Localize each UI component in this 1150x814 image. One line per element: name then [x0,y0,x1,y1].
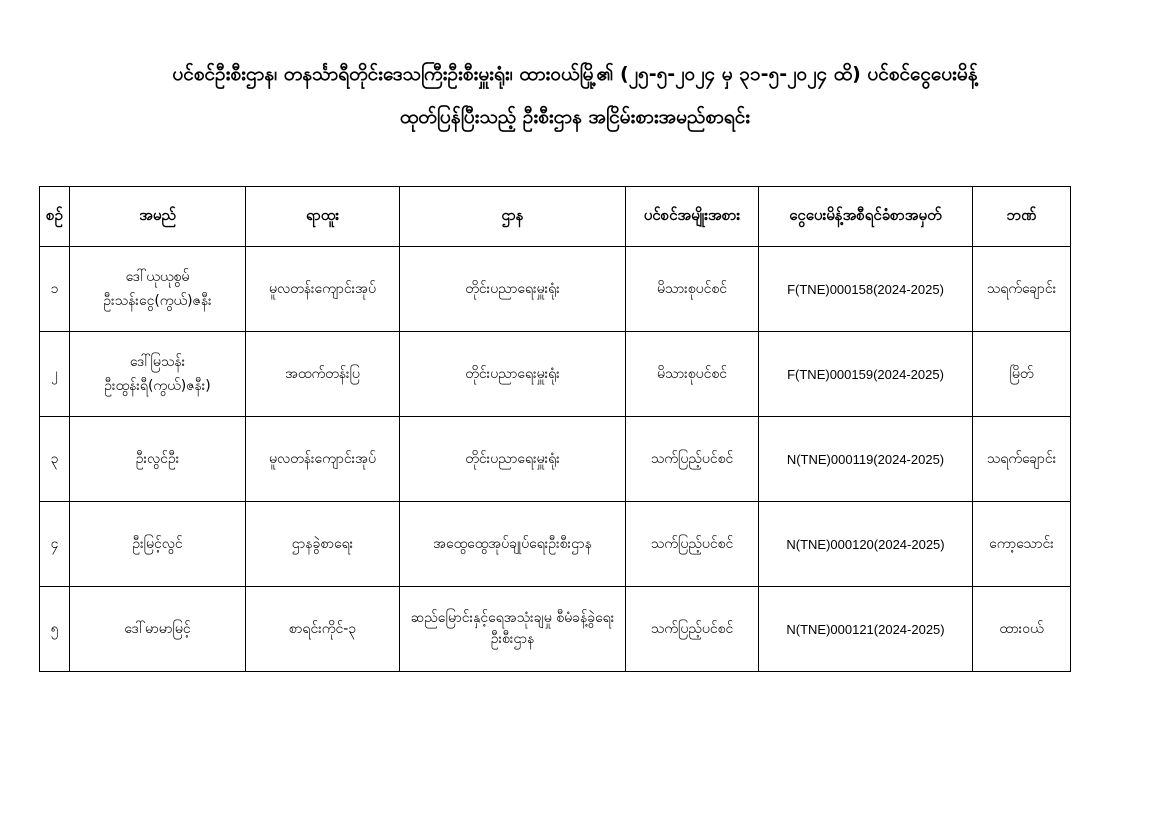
cell-department: တိုင်းပညာရေးမှူးရုံး [400,247,626,332]
cell-department: အထွေထွေအုပ်ချုပ်ရေးဦးစီးဌာန [400,502,626,587]
cell-order-ref: N(TNE)000121(2024-2025) [759,587,973,672]
cell-township: မြိတ် [973,332,1071,417]
cell-no: ၃ [40,417,70,502]
cell-rank: ဌာနခွဲစာရေး [246,502,400,587]
table-row [40,587,1071,672]
name-line-1: ဦးလွင်ဦး [135,451,180,467]
header-pension-type: ပင်စင်အမျိုးအစား [626,187,759,247]
cell-name [70,417,246,502]
cell-no: ၅ [40,587,70,672]
cell-department: ဆည်မြောင်းနှင့်ရေအသုံးချမှု စီမံခန့်ခွဲရေးဦးစီးဌာန [400,587,626,672]
cell-name [70,247,246,332]
cell-pension-type: သက်ပြည့်ပင်စင် [626,417,759,502]
cell-pension-type: သက်ပြည့်ပင်စင် [626,587,759,672]
cell-pension-type: မိသားစုပင်စင် [626,332,759,417]
cell-no: ၁ [40,247,70,332]
cell-rank: မူလတန်းကျောင်းအုပ် [246,417,400,502]
cell-no: ၂ [40,332,70,417]
cell-name [70,587,246,672]
pensioner-table [39,186,1071,672]
header-rank: ရာထူး [246,187,400,247]
table-row [40,332,1071,417]
table-header-row [40,187,1071,247]
name-line-1: ဦးမြင့်လွင် [132,536,183,552]
name-line-2: ဦးသန်းငွေ(ကွယ်)ဇနီး [103,293,212,309]
cell-name [70,502,246,587]
cell-township: သရက်ချောင်း [973,417,1071,502]
document-title-line-2: ထုတ်ပြန်ပြီးသည့် ဦးစီးဌာန အငြိမ်းစားအမည်စာရင်း [399,106,751,128]
header-order-ref: ငွေပေးမိန့်အစီရင်ခံစာအမှတ် [759,187,973,247]
header-township: ဘဏ် [973,187,1071,247]
table-row [40,417,1071,502]
cell-township: သရက်ချောင်း [973,247,1071,332]
cell-pension-type: သက်ပြည့်ပင်စင် [626,502,759,587]
cell-no: ၄ [40,502,70,587]
cell-name [70,332,246,417]
cell-township: ထားဝယ် [973,587,1071,672]
cell-department: တိုင်းပညာရေးမှူးရုံး [400,332,626,417]
cell-rank: စာရင်းကိုင်-၃ [246,587,400,672]
document-title-line-1: ပင်စင်ဦးစီးဌာန၊ တနင်္သာရီတိုင်းဒေသကြီးဦးစီးမှူးရုံး၊ ထားဝယ်မြို့၏ (၂၅-၅-၂၀၂၄ မှ ၃၁-၅-၂၀၂၄ ထိ) ပင်စင်ငွေပေးမိန့် [172,63,978,85]
cell-department: တိုင်းပညာရေးမှူးရုံး [400,417,626,502]
name-line-1: ဒေါ်ယုယုစွမ် [125,269,190,285]
cell-order-ref: N(TNE)000120(2024-2025) [759,502,973,587]
cell-order-ref: N(TNE)000119(2024-2025) [759,417,973,502]
cell-rank: အထက်တန်းပြ [246,332,400,417]
header-name: အမည် [70,187,246,247]
cell-township: ကော့သောင်း [973,502,1071,587]
header-no: စဉ် [40,187,70,247]
name-line-1: ဒေါ်မာမာမြင့် [124,621,191,637]
cell-rank: မူလတန်းကျောင်းအုပ် [246,247,400,332]
name-line-2: ဦးထွန်းရီ(ကွယ်)ဇနီး) [104,378,211,394]
table-row [40,502,1071,587]
cell-pension-type: မိသားစုပင်စင် [626,247,759,332]
header-department: ဌာန [400,187,626,247]
name-line-1: ဒေါ်မြသန်း [129,354,186,370]
table-row [40,247,1071,332]
cell-order-ref: F(TNE)000159(2024-2025) [759,332,973,417]
cell-order-ref: F(TNE)000158(2024-2025) [759,247,973,332]
